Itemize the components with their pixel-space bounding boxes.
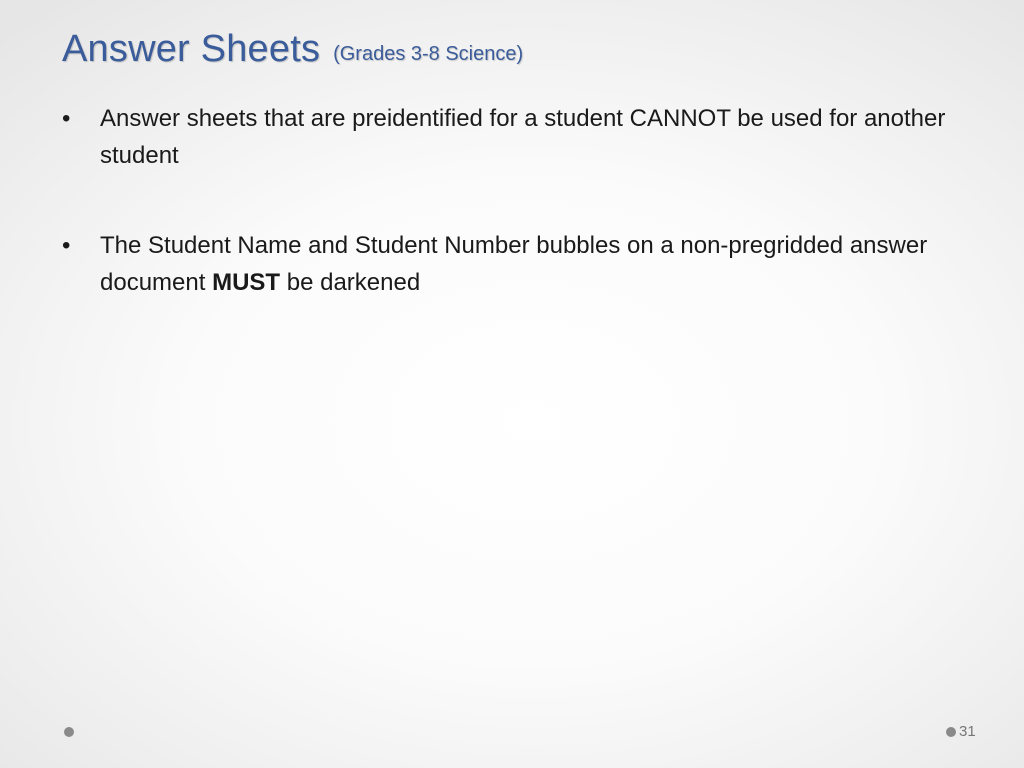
bullet-text (100, 232, 927, 296)
footer-dot-right-icon (946, 727, 956, 737)
bullet-dot-icon: • (62, 105, 71, 132)
footer-dot-left-icon (64, 727, 74, 737)
bullet-text-part: The Student Name and Student Number bubbles on a non-pregridded answer document (100, 232, 928, 296)
bullet-text-part: be darkened (280, 269, 421, 296)
bullet-item (62, 100, 972, 174)
slide-title (62, 30, 523, 68)
bullet-text-emphasis: MUST (212, 269, 281, 296)
bullet-item (62, 227, 972, 301)
page-number: 31 (959, 723, 976, 740)
title-main: Answer Sheets (62, 28, 321, 70)
bullet-list (62, 100, 972, 354)
bullet-text: Answer sheets that are preidentified for a student CANNOT be used for another student (100, 105, 946, 169)
title-subtitle: (Grades 3-8 Science) (333, 43, 524, 65)
bullet-dot-icon: • (62, 232, 71, 259)
